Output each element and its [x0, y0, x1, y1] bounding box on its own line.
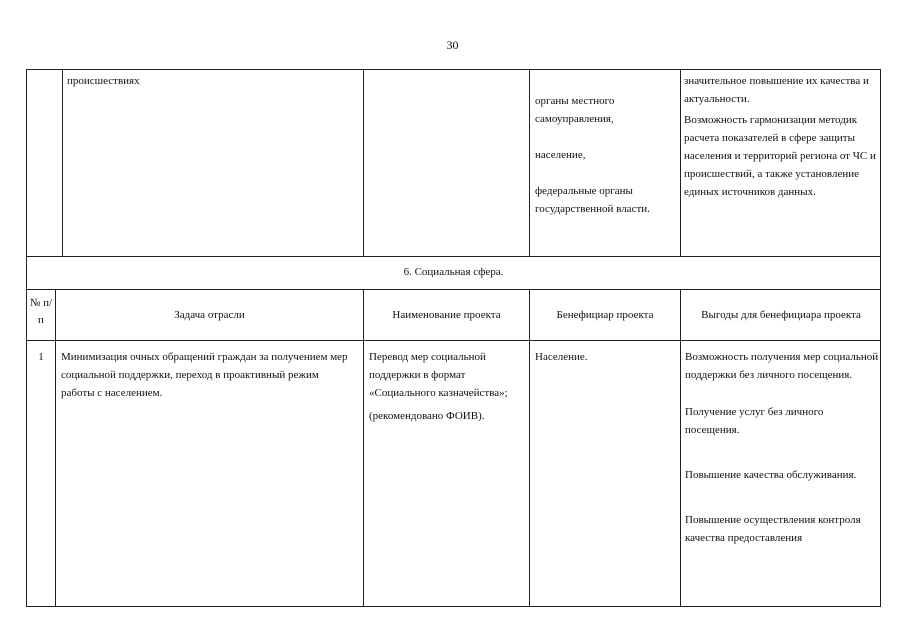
project-text: Перевод мер социальной поддержки в формат «Социального казначейства»; [369, 351, 508, 399]
header-project: Наименование проекта [392, 309, 501, 321]
benefit-text: значительное повышение их качества и актуальности. [684, 75, 869, 105]
continued-beneficiary [535, 92, 675, 218]
benefit-text: Получение услуг без личного посещения. [685, 406, 824, 436]
header-beneficiary: Бенефициар проекта [556, 309, 654, 321]
row-beneficiary: Население. [535, 351, 588, 363]
header-task: Задача отрасли [174, 309, 245, 321]
row-num: 1 [38, 351, 44, 363]
row-project [369, 348, 519, 425]
row-benefits [685, 348, 879, 547]
beneficiary-line: органы местного самоуправления, [535, 95, 615, 125]
row-task: Минимизация очных обращений граждан за получением мер социальной поддержки, переход в проактивный режим работы с населением. [61, 351, 348, 399]
header-benefits: Выгоды для бенефициара проекта [701, 309, 861, 321]
header-num: № п/п [29, 297, 53, 326]
section-title: 6. Социальная сфера. [403, 266, 504, 278]
project-note: (рекомендовано ФОИВ). [369, 410, 485, 422]
page-number: 30 [446, 38, 459, 52]
benefit-text: Возможность получения мер социальной поддержки без личного посещения. [685, 351, 879, 381]
beneficiary-line: население, [535, 149, 586, 161]
benefit-text: Возможность гармонизации методик расчета показателей в сфере защиты населения и территорий региона от ЧС и происшествий, а также установление единых источников данных. [684, 114, 876, 198]
benefit-text: Повышение осуществления контроля качества предоставления [685, 514, 861, 544]
continued-benefits [684, 72, 878, 201]
continued-task-text: происшествиях [67, 75, 140, 87]
beneficiary-line: федеральные органы государственной власти. [535, 185, 650, 215]
benefit-text: Повышение качества обслуживания. [685, 469, 857, 481]
